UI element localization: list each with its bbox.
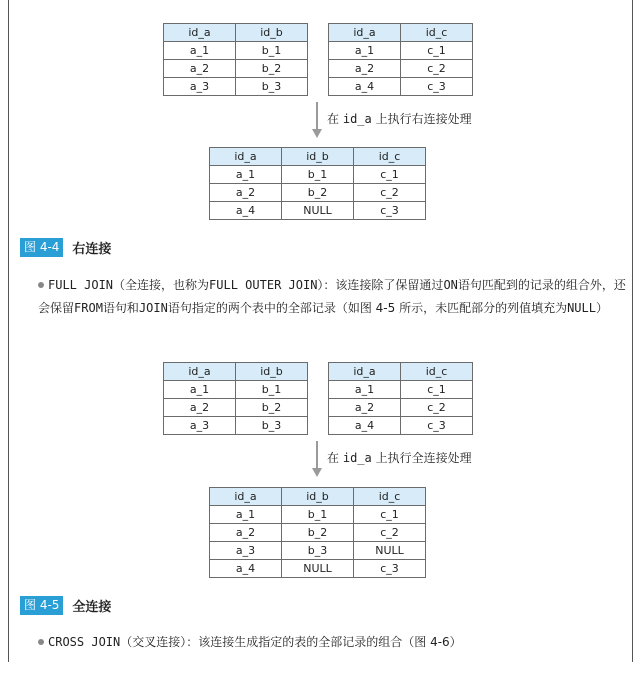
code-text: FULL JOIN (48, 278, 114, 292)
table-cell: c_1 (401, 381, 473, 399)
table-row (164, 60, 308, 78)
table-cell: b_2 (282, 184, 354, 202)
fig44-caption (20, 238, 111, 257)
fig45-left-table (163, 362, 308, 435)
table-row (329, 78, 473, 96)
table-cell: a_1 (210, 166, 282, 184)
header-cell: id_b (236, 24, 308, 42)
figure-number-badge: 图 4-5 (20, 596, 63, 615)
bullet-icon (38, 282, 44, 288)
header-cell: id_c (401, 363, 473, 381)
table-cell: c_2 (354, 524, 426, 542)
table-header-row (164, 24, 308, 42)
fig44-right-table (328, 23, 473, 96)
table-cell: NULL (282, 202, 354, 220)
table-cell: a_1 (164, 381, 236, 399)
header-cell: id_a (164, 363, 236, 381)
paragraph-text: ）：该连接除了保留通过 (317, 278, 444, 292)
table-cell: c_1 (354, 166, 426, 184)
arrow-label-prefix: 在 (327, 112, 340, 126)
arrow-label-code: id_a (342, 112, 372, 126)
table-cell: a_2 (210, 524, 282, 542)
table-cell: c_1 (401, 42, 473, 60)
fig45-arrow-label (327, 449, 472, 466)
table-cell: b_1 (236, 381, 308, 399)
figure-number-badge: 图 4-4 (20, 238, 63, 257)
header-cell: id_a (210, 148, 282, 166)
table-cell: b_1 (282, 506, 354, 524)
table-cell: a_2 (164, 399, 236, 417)
table-cell: c_1 (354, 506, 426, 524)
table-row (210, 184, 426, 202)
page-margin-line-left (8, 0, 9, 662)
table-cell: a_3 (210, 542, 282, 560)
table-cell: a_1 (329, 381, 401, 399)
table-cell: a_2 (329, 399, 401, 417)
table-row (329, 417, 473, 435)
header-cell: id_a (329, 24, 401, 42)
table-row (210, 506, 426, 524)
cross-join-paragraph (38, 631, 626, 654)
table-cell: NULL (354, 542, 426, 560)
down-arrow-icon (312, 468, 322, 477)
fig44-arrow-label (327, 110, 472, 127)
fig44-down-arrow-line (316, 102, 318, 130)
table-row (329, 381, 473, 399)
table-cell: c_3 (354, 560, 426, 578)
figure-title: 右连接 (72, 242, 112, 257)
table-row (329, 399, 473, 417)
table-header-row (329, 24, 473, 42)
table-cell: b_3 (282, 542, 354, 560)
table-row (329, 42, 473, 60)
table-cell: c_2 (354, 184, 426, 202)
table-cell: b_1 (282, 166, 354, 184)
page-margin-line-right (632, 0, 633, 662)
table-row (164, 78, 308, 96)
fig45-result-table (209, 487, 426, 578)
table-cell: a_2 (164, 60, 236, 78)
table-cell: a_4 (329, 78, 401, 96)
full-join-paragraph (38, 274, 626, 320)
code-text: FULL OUTER JOIN (209, 278, 318, 292)
bullet-icon (38, 639, 44, 645)
table-row (210, 166, 426, 184)
arrow-label-suffix: 上执行右连接处理 (375, 112, 472, 126)
paragraph-text: ） (595, 301, 608, 315)
table-row (210, 202, 426, 220)
table-cell: c_3 (401, 78, 473, 96)
table-cell: a_3 (164, 417, 236, 435)
figure-title: 全连接 (72, 600, 112, 615)
table-cell: c_3 (354, 202, 426, 220)
table-row (329, 60, 473, 78)
table-cell: NULL (282, 560, 354, 578)
table-cell: a_1 (329, 42, 401, 60)
fig45-down-arrow-line (316, 441, 318, 469)
fig44-left-table (163, 23, 308, 96)
table-cell: b_1 (236, 42, 308, 60)
code-text: CROSS JOIN (48, 635, 121, 649)
header-cell: id_a (210, 488, 282, 506)
paragraph-text: 语句指定的两个表中的全部记录（如图 4-5 所示，未匹配部分的列值填充为 (167, 301, 568, 315)
table-row (164, 42, 308, 60)
code-text: FROM (74, 301, 103, 315)
code-text: ON (443, 278, 458, 292)
table-row (210, 524, 426, 542)
header-cell: id_c (354, 148, 426, 166)
table-header-row (210, 148, 426, 166)
table-cell: b_3 (236, 78, 308, 96)
table-cell: b_2 (236, 399, 308, 417)
table-cell: b_3 (236, 417, 308, 435)
table-row (164, 381, 308, 399)
code-text: JOIN (138, 301, 168, 315)
header-cell: id_a (164, 24, 236, 42)
paragraph-text: 语句和 (102, 301, 139, 315)
code-text: NULL (567, 301, 596, 315)
table-row (164, 399, 308, 417)
down-arrow-icon (312, 129, 322, 138)
table-cell: a_4 (210, 560, 282, 578)
header-cell: id_b (282, 148, 354, 166)
table-header-row (329, 363, 473, 381)
fig44-result-table (209, 147, 426, 220)
table-cell: b_2 (282, 524, 354, 542)
table-row (210, 542, 426, 560)
table-cell: c_2 (401, 60, 473, 78)
table-cell: a_2 (210, 184, 282, 202)
header-cell: id_a (329, 363, 401, 381)
arrow-label-code: id_a (342, 451, 372, 465)
header-cell: id_b (236, 363, 308, 381)
header-cell: id_b (282, 488, 354, 506)
table-cell: a_4 (210, 202, 282, 220)
paragraph-text: 语句匹配到的记录的组合外，还会保留 (38, 278, 626, 315)
table-cell: a_4 (329, 417, 401, 435)
table-cell: a_2 (329, 60, 401, 78)
header-cell: id_c (354, 488, 426, 506)
paragraph-text: （全连接，也称为 (113, 278, 210, 292)
arrow-label-suffix: 上执行全连接处理 (375, 451, 472, 465)
table-cell: a_3 (164, 78, 236, 96)
fig45-caption (20, 596, 111, 615)
table-row (164, 417, 308, 435)
table-cell: c_3 (401, 417, 473, 435)
table-row (210, 560, 426, 578)
table-cell: b_2 (236, 60, 308, 78)
header-cell: id_c (401, 24, 473, 42)
table-cell: a_1 (210, 506, 282, 524)
paragraph-text: （交叉连接）：该连接生成指定的表的全部记录的组合（图 4-6） (120, 635, 462, 649)
table-cell: c_2 (401, 399, 473, 417)
table-header-row (164, 363, 308, 381)
arrow-label-prefix: 在 (327, 451, 340, 465)
table-cell: a_1 (164, 42, 236, 60)
table-header-row (210, 488, 426, 506)
fig45-right-table (328, 362, 473, 435)
